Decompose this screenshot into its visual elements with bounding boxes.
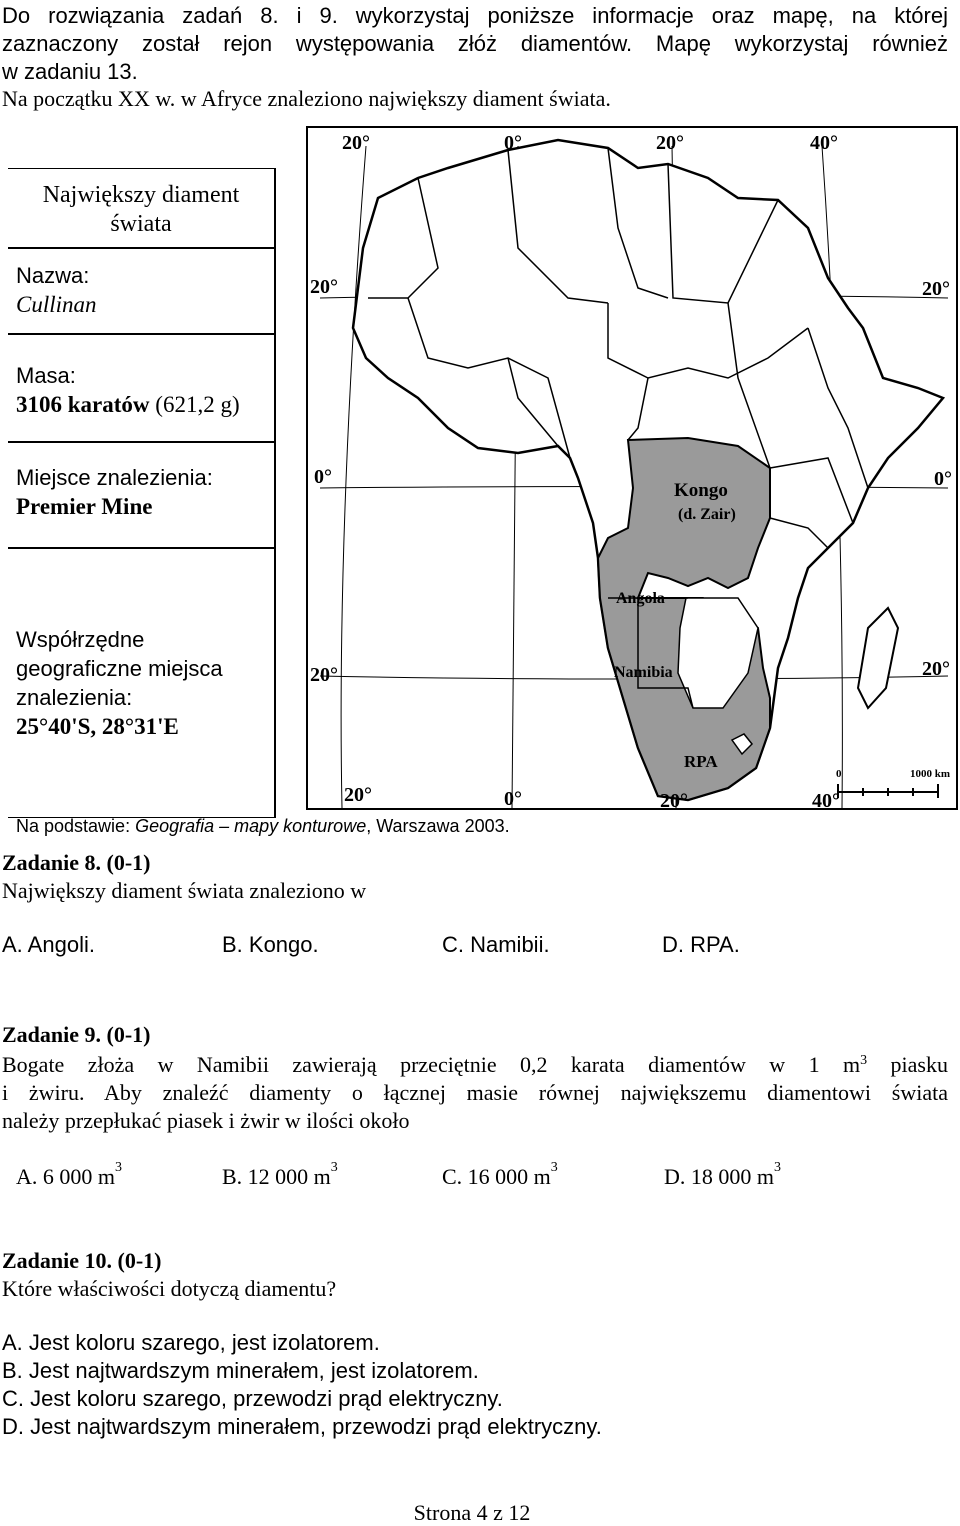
intro-line-3: w zadaniu 13. <box>2 59 138 84</box>
lon-top-20e: 20° <box>656 132 684 154</box>
q9-option-c-sup: 3 <box>550 1160 558 1175</box>
lat-left-equator: 0° <box>314 466 332 488</box>
q10-heading: Zadanie 10. (0-1) <box>2 1248 162 1273</box>
q9-option-d-text: D. 18 000 m <box>664 1164 774 1189</box>
lon-bottom-20e: 20° <box>660 790 688 812</box>
q8-option-a[interactable]: A. Angoli. <box>2 932 95 957</box>
lon-bottom-20w: 20° <box>344 784 372 806</box>
lon-bottom-0: 0° <box>504 788 522 810</box>
q9-option-a-sup: 3 <box>115 1160 122 1175</box>
q9-option-a-text: A. 6 000 m <box>16 1164 115 1189</box>
q9-line-2: i żwiru. Aby znaleźć diamenty o łącznej masie równej największemu diamentowi świata <box>2 1080 948 1105</box>
q10-option-c[interactable]: C. Jest koloru szarego, przewodzi prąd elektryczny. <box>2 1386 503 1411</box>
q8-option-c[interactable]: C. Namibii. <box>442 932 550 957</box>
info-title-line-1: Największy diament <box>42 182 240 208</box>
intro-line-1: Do rozwiązania zadań 8. i 9. wykorzystaj poniższe informacje oraz mapę, na której <box>2 3 948 28</box>
q9-option-c[interactable] <box>442 1160 558 1190</box>
mass-value-bold: 3106 karatów <box>16 392 150 417</box>
info-title-line-2: świata <box>110 211 172 237</box>
q9-line-1-sup: 3 <box>860 1053 868 1068</box>
place-value: Premier Mine <box>16 494 153 519</box>
coords-label-3: znalezienia: <box>16 685 133 710</box>
q9-option-c-text: C. 16 000 m <box>442 1164 551 1189</box>
label-namibia: Namibia <box>614 664 673 681</box>
coords-value: 25°40'S, 28°31'E <box>16 714 179 739</box>
mass-label: Masa: <box>16 363 76 388</box>
info-coords-cell <box>8 549 274 817</box>
info-name-cell <box>8 249 274 335</box>
map-source <box>16 816 510 837</box>
scale-end: 1000 km <box>910 768 951 780</box>
madagascar <box>858 608 898 708</box>
scale-bar <box>838 784 938 798</box>
label-angola: Angola <box>616 590 665 607</box>
q9-line-1-text: Bogate złoża w Namibii zawierają przeciętnie 0,2 karata diamentów w 1 m <box>2 1052 861 1077</box>
q10-option-a[interactable]: A. Jest koloru szarego, jest izolatorem. <box>2 1330 380 1355</box>
q9-line-1-end: piasku <box>867 1052 948 1077</box>
q8-heading: Zadanie 8. (0-1) <box>2 850 151 875</box>
q9-line-3: należy przepłukać piasek i żwir w ilości około <box>2 1108 410 1133</box>
lat-right-20n: 20° <box>922 278 950 300</box>
q9-heading: Zadanie 9. (0-1) <box>2 1022 151 1047</box>
lat-left-20n: 20° <box>310 276 338 298</box>
scale-start: 0 <box>836 768 842 780</box>
intro-line-2: zaznaczony został rejon występowania złóż diamentów. Mapę wykorzystaj również <box>2 31 948 56</box>
label-kongo-old: (d. Zair) <box>678 506 736 523</box>
q9-option-b-text: B. 12 000 m <box>222 1164 331 1189</box>
mass-value <box>16 390 266 420</box>
info-title-cell <box>8 169 274 249</box>
lon-top-0: 0° <box>504 132 522 154</box>
q9-option-d[interactable] <box>664 1160 781 1190</box>
africa-map-svg <box>308 128 956 808</box>
lat-right-20s: 20° <box>922 658 950 680</box>
info-place-cell <box>8 443 274 549</box>
coords-label-2: geograficzne miejsca <box>16 656 223 681</box>
intro-line-4: Na początku XX w. w Afryce znaleziono największy diament świata. <box>2 86 611 111</box>
diamond-info-table <box>8 168 276 818</box>
coords-label-1: Współrzędne <box>16 627 145 652</box>
q9-option-d-sup: 3 <box>774 1160 781 1175</box>
q9-option-b[interactable] <box>222 1160 338 1190</box>
lon-bottom-40e: 40° <box>812 790 840 812</box>
lon-top-40e: 40° <box>810 132 838 154</box>
name-label: Nazwa: <box>16 263 90 288</box>
label-rpa: RPA <box>684 752 718 771</box>
lon-top-20w: 20° <box>342 132 370 154</box>
q8-option-d[interactable]: D. RPA. <box>662 932 740 957</box>
lat-right-equator: 0° <box>934 468 952 490</box>
mass-value-rest: (621,2 g) <box>149 392 240 417</box>
place-label: Miejsce znalezienia: <box>16 465 213 490</box>
q9-option-b-sup: 3 <box>330 1160 338 1175</box>
q8-question: Największy diament świata znaleziono w <box>2 878 367 903</box>
source-title: Geografia – mapy konturowe <box>135 816 367 836</box>
label-kongo: Kongo <box>674 480 728 501</box>
q10-question: Które właściwości dotyczą diamentu? <box>2 1276 337 1301</box>
source-suffix: , Warszawa 2003. <box>366 816 510 836</box>
page-number: Strona 4 z 12 <box>413 1500 531 1525</box>
q9-line-1 <box>2 1050 948 1079</box>
lat-left-20s: 20° <box>310 664 338 686</box>
africa-map <box>306 126 958 810</box>
q10-option-b[interactable]: B. Jest najtwardszym minerałem, jest izolatorem. <box>2 1358 479 1383</box>
q8-option-b[interactable]: B. Kongo. <box>222 932 319 957</box>
q9-option-a[interactable] <box>16 1160 122 1190</box>
info-mass-cell <box>8 335 274 443</box>
q10-option-d[interactable]: D. Jest najtwardszym minerałem, przewodzi prąd elektryczny. <box>2 1414 602 1439</box>
name-value: Cullinan <box>16 292 97 317</box>
source-prefix: Na podstawie: <box>16 816 136 836</box>
